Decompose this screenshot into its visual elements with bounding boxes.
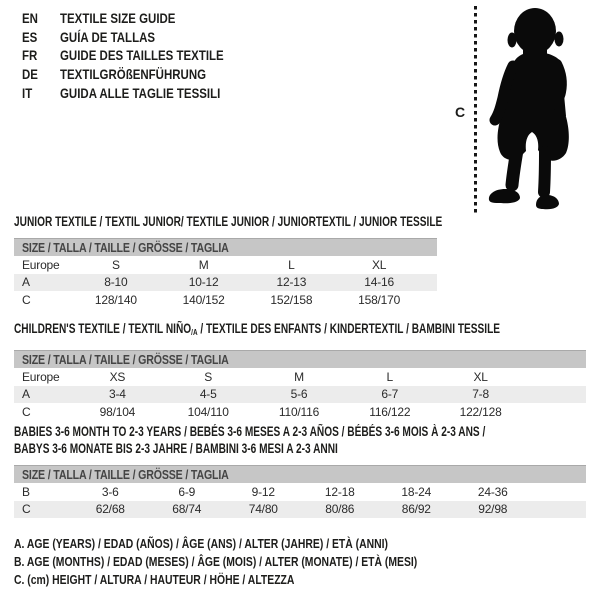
- size-header-bar: SIZE / TALLA / TAILLE / GRÖSSE / TAGLIA: [14, 465, 586, 483]
- table-row-age-months: [14, 483, 586, 501]
- table-row-height: [14, 403, 586, 421]
- table-cell: 98/104: [99, 404, 136, 419]
- children-size-table: [14, 350, 586, 421]
- table-cell: 12-18: [324, 484, 355, 499]
- children-heading-subscript: /A: [191, 327, 198, 337]
- language-code: DE: [22, 66, 38, 83]
- table-cell: 4-5: [199, 387, 217, 402]
- table-cell: 3-6: [101, 484, 119, 499]
- language-title: GUIDE DES TAILLES TEXTILE: [60, 47, 224, 64]
- row-label: C: [22, 404, 31, 419]
- table-cell: XL: [473, 369, 488, 384]
- row-label: Europe: [22, 257, 60, 272]
- table-cell: XL: [371, 257, 387, 272]
- language-list: [22, 9, 260, 102]
- table-row-height: [14, 501, 586, 519]
- row-label: Europe: [22, 369, 60, 384]
- table-cell: 122/128: [459, 404, 502, 419]
- language-title: TEXTILGRÖßENFÜHRUNG: [60, 66, 207, 83]
- babies-section-heading-line2: BABYS 3-6 MONATE BIS 2-3 JAHRE / BAMBINI 3-6 MESI A 2-3 ANNI: [14, 441, 338, 456]
- table-cell: 86/92: [401, 502, 431, 517]
- table-cell: 68/74: [172, 502, 202, 517]
- table-cell: 18-24: [401, 484, 432, 499]
- table-cell: 158/170: [358, 292, 401, 307]
- table-cell: 74/80: [248, 502, 278, 517]
- table-cell: 152/158: [270, 292, 313, 307]
- language-code: EN: [22, 10, 38, 27]
- language-code: FR: [22, 47, 38, 64]
- table-cell: 3-4: [109, 387, 126, 402]
- table-row-height: [14, 291, 437, 309]
- children-heading-prefix: CHILDREN'S TEXTILE / TEXTIL NIÑO: [14, 321, 192, 336]
- footnote-a: A. AGE (YEARS) / EDAD (AÑOS) / ÂGE (ANS) / ALTER (JAHRE) / ETÀ (ANNI): [14, 535, 389, 551]
- babies-section-heading-line1: BABIES 3-6 MONTH TO 2-3 YEARS / BEBÉS 3-6 MESES A 2-3 AÑOS / BÉBÉS 3-6 MOIS À 2-3 ANS /: [14, 424, 486, 439]
- row-label: A: [22, 387, 30, 402]
- table-cell: 128/140: [94, 292, 137, 307]
- table-row-region: [14, 368, 586, 386]
- language-code: ES: [22, 28, 38, 45]
- table-row-region: [14, 256, 437, 274]
- babies-size-table: [14, 465, 586, 518]
- language-code: IT: [22, 84, 33, 101]
- table-cell: 62/68: [95, 502, 125, 517]
- row-label: B: [22, 484, 30, 499]
- children-heading-suffix: / TEXTILE DES ENFANTS / KINDERTEXTIL / BAMBINI TESSILE: [197, 321, 501, 336]
- table-cell: 6-9: [178, 484, 196, 499]
- size-header-bar: SIZE / TALLA / TAILLE / GRÖSSE / TAGLIA: [14, 238, 437, 256]
- table-cell: 140/152: [182, 292, 225, 307]
- language-title: GUIDA ALLE TAGLIE TESSILI: [60, 84, 221, 101]
- size-header-bar: SIZE / TALLA / TAILLE / GRÖSSE / TAGLIA: [14, 350, 586, 368]
- table-cell: S: [204, 369, 213, 384]
- table-cell: 104/110: [187, 404, 229, 419]
- row-label: C: [22, 292, 31, 307]
- table-cell: M: [198, 257, 209, 272]
- footnote-c: C. (cm) HEIGHT / ALTURA / HAUTEUR / HÖHE / ALTEZZA: [14, 571, 295, 587]
- language-title: TEXTILE SIZE GUIDE: [60, 10, 176, 27]
- language-row: [22, 65, 260, 84]
- row-label: A: [22, 275, 30, 290]
- children-section-heading: [14, 321, 600, 337]
- table-cell: 110/116: [278, 404, 320, 419]
- language-row: [22, 28, 260, 47]
- table-row-age: [14, 274, 437, 292]
- table-cell: 12-13: [276, 275, 307, 290]
- table-row-age: [14, 386, 586, 404]
- dashed-height-line: [474, 6, 477, 214]
- footnote-legend: [14, 534, 518, 589]
- baby-silhouette: [483, 4, 587, 216]
- table-cell: 80/86: [325, 502, 355, 517]
- table-cell: L: [288, 257, 295, 272]
- junior-section-heading: JUNIOR TEXTILE / TEXTIL JUNIOR/ TEXTILE JUNIOR / JUNIORTEXTIL / JUNIOR TESSILE: [14, 214, 443, 229]
- height-measure-label: C: [455, 104, 466, 120]
- table-cell: 9-12: [251, 484, 275, 499]
- language-row: [22, 9, 260, 28]
- junior-size-table: [14, 238, 437, 309]
- table-cell: 10-12: [188, 275, 219, 290]
- table-cell: XS: [109, 369, 126, 384]
- footnote-b: B. AGE (MONTHS) / EDAD (MESES) / ÂGE (MOIS) / ALTER (MONATE) / ETÀ (MESI): [14, 553, 418, 569]
- table-cell: 92/98: [478, 502, 508, 517]
- table-cell: 8-10: [104, 275, 128, 290]
- table-cell: 14-16: [364, 275, 394, 290]
- table-cell: L: [386, 369, 394, 384]
- table-cell: M: [294, 369, 304, 384]
- table-cell: 6-7: [381, 387, 399, 402]
- row-label: C: [22, 502, 31, 517]
- table-cell: 5-6: [290, 387, 308, 402]
- language-row: [22, 46, 260, 65]
- table-cell: 24-36: [477, 484, 508, 499]
- table-cell: 116/122: [369, 404, 411, 419]
- table-cell: S: [111, 257, 120, 272]
- table-cell: 7-8: [472, 387, 489, 402]
- language-title: GUÍA DE TALLAS: [60, 28, 156, 45]
- language-row: [22, 83, 260, 102]
